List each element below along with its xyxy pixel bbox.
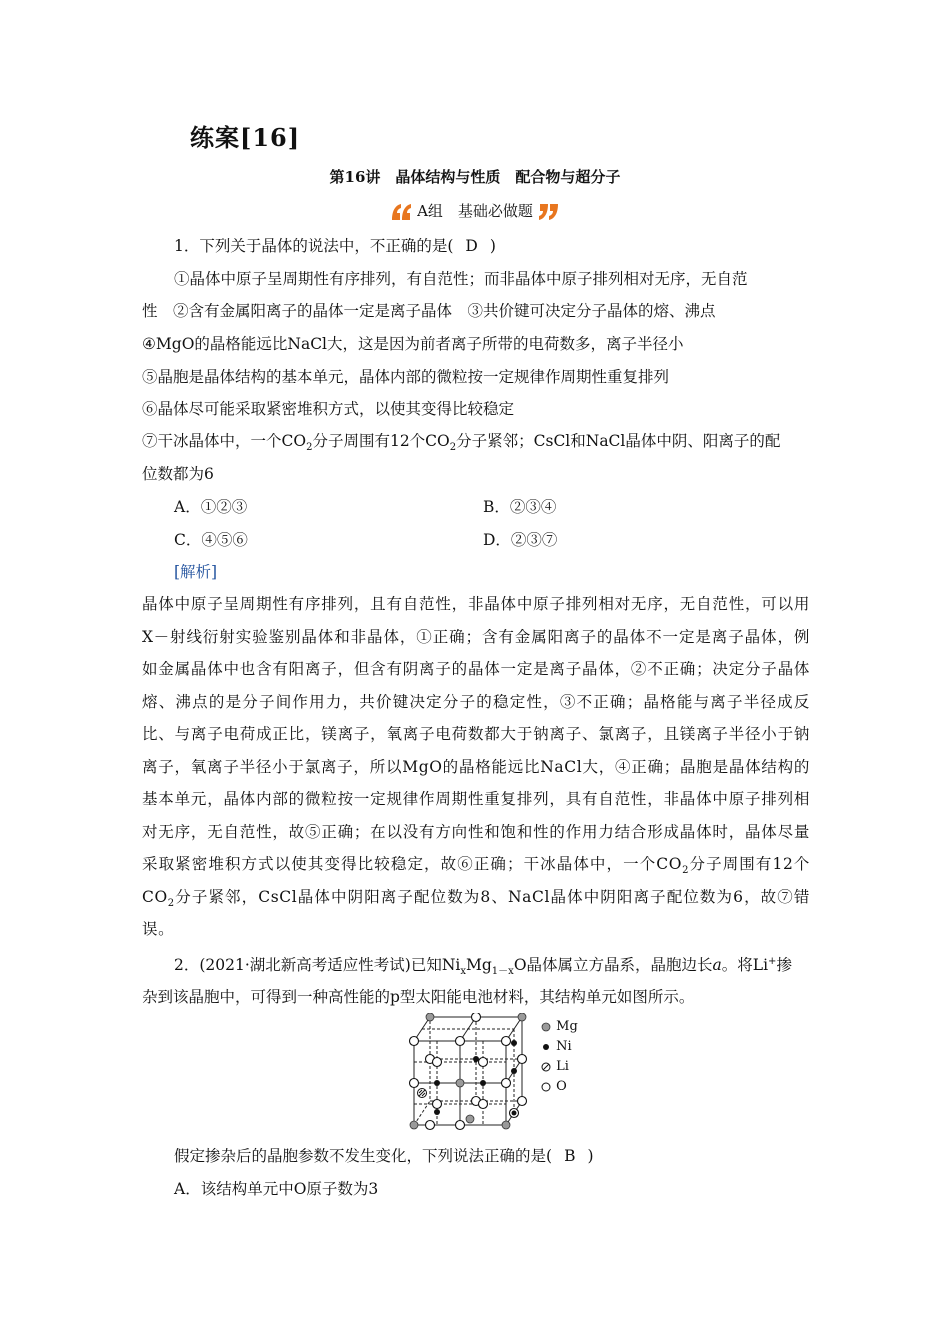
- q1-statement-7-cont: 位数都为6: [142, 465, 214, 483]
- q1-stem: 1．下列关于晶体的说法中，不正确的是( D ): [174, 237, 496, 255]
- q1-statement-4: ④MgO的晶格能远比NaCl大，这是因为前者离子所带的电荷数多，离子半径小: [142, 335, 684, 353]
- q1-statement-1b: 性 ②含有金属阳离子的晶体一定是离子晶体 ③共价键可决定分子晶体的熔、沸点: [142, 302, 716, 320]
- open-quote-icon: [390, 202, 412, 222]
- group-label: A组 基础必做题: [417, 202, 533, 220]
- q1-statement-1a: ①晶体中原子呈周期性有序排列，有自范性；而非晶体中原子排列相对无序，无自范: [174, 270, 748, 288]
- q1-option-d: D．②③⑦: [483, 531, 558, 549]
- page-title: 练案[16]: [190, 123, 301, 152]
- legend-o: O: [540, 1077, 600, 1097]
- q1-statement-5: ⑤晶胞是晶体结构的基本单元，晶体内部的微粒按一定规律作周期性重复排列: [142, 368, 670, 386]
- q1-option-c: C．④⑤⑥: [174, 531, 248, 549]
- q1-explanation: 晶体中原子呈周期性有序排列，且有自范性，非晶体中原子排列相对无序，无自范性，可以用X－射线衍射实验鉴别晶体和非晶体，①正确；含有金属阳离子的晶体不一定是离子晶体，例如金属晶体中也含有阳离子，但含有阴离子的晶体一定是离子晶体，②不正确；决定分子晶体熔、沸点的是分子间作用力，共价键决定分子的稳定性，③不正确；晶格能与离子半径成反比、与离子电荷成正比，镁离子，氧离子电荷数都大于钠离子、氯离子，且镁离子半径小于钠离子，氧离子半径小于氯离子，所以MgO的晶格能远比NaCl大，④正确；晶胞是晶体结构的基本单元，晶体内部的微粒按一定规律作周期性重复排列，具有自范性，非晶体中原子排列相对无序，无自范性，故⑤正确；在以没有方向性和饱和性的作用力结合形成晶体时，晶体尽量采取紧密堆积方式以使其变得比较稳定，故⑥正确；干冰晶体中，一个$CO_2$分子周围有12个$CO_2$分子紧邻，CsCl晶体中阴阳离子配位数为8、NaCl晶体中阴阳离子配位数为6，故⑦错误。: [142, 595, 811, 938]
- group-heading: [0, 200, 950, 222]
- crystal-structure-diagram: [408, 1013, 588, 1135]
- analysis-label: [解析]: [174, 563, 218, 581]
- q2-stem-cont: 杂到该晶胞中，可得到一种高性能的p型太阳能电池材料，其结构单元如图所示。: [142, 988, 695, 1006]
- lesson-subtitle: 第16讲 晶体结构与性质 配合物与超分子: [329, 168, 621, 186]
- q2-stem: 2．(2021·湖北新高考适应性考试)已知$Ni_xMg_{1-x}O$晶体属立方晶系，晶胞边长a。将Li+掺: [174, 955, 792, 978]
- q2-question: 假定掺杂后的晶胞参数不发生变化，下列说法正确的是( B ): [174, 1147, 594, 1165]
- q1-statement-6: ⑥晶体尽可能采取紧密堆积方式，以使其变得比较稳定: [142, 400, 515, 418]
- q2-answer: B: [564, 1147, 576, 1165]
- legend-ni: Ni: [540, 1037, 600, 1057]
- close-quote-icon: [538, 202, 560, 222]
- q1-statement-7: ⑦干冰晶体中，一个$CO_2$分子周围有12个$CO_2$分子紧邻；CsCl和NaCl晶体中阴、阳离子的配: [142, 432, 781, 454]
- q1-option-b: B．②③④: [483, 498, 557, 516]
- q2-option-a: A．该结构单元中O原子数为3: [174, 1180, 379, 1198]
- q1-answer: D: [465, 237, 478, 255]
- diagram-legend: [540, 1017, 600, 1097]
- q1-option-a: A．①②③: [174, 498, 248, 516]
- legend-mg: Mg: [540, 1017, 600, 1037]
- legend-li: Li: [540, 1057, 600, 1077]
